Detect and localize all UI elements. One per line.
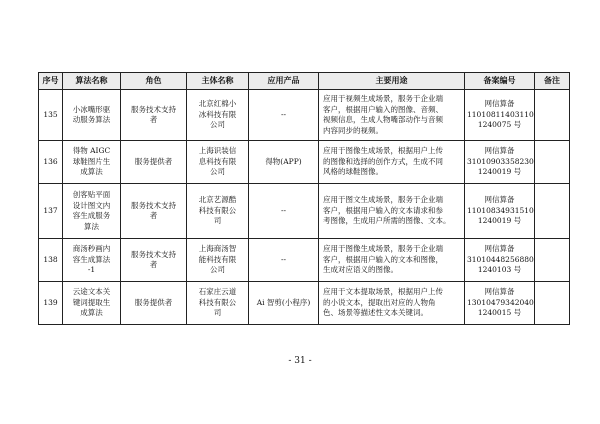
header-usage: 主要用途	[319, 73, 465, 90]
cell-usage-line: 应用于图像生成场景，根据用户上传	[323, 146, 443, 156]
cell-role-line: 者	[149, 115, 158, 124]
cell-product	[249, 282, 319, 325]
cell-entity-name	[187, 282, 249, 325]
cell-usage-line: 生成对应语义的图像。	[323, 265, 398, 275]
cell-algorithm-name-line: 容生成算法	[72, 254, 111, 264]
cell-usage-line: 应用于图像生成场景，服务于企业端	[323, 244, 443, 254]
cell-product-line: --	[280, 109, 287, 119]
cell-usage-line: 客户，根据用户输入的图像、音频、	[323, 104, 443, 114]
cell-entity-name-line: 上海商汤智	[198, 244, 237, 254]
header-index: 序号	[39, 73, 63, 90]
table-row	[39, 184, 570, 239]
cell-entity-name-line: 司	[213, 308, 222, 318]
cell-record-number	[465, 282, 535, 325]
cell-role-line: 服务技术支持	[131, 200, 176, 210]
header-role: 角色	[121, 73, 187, 90]
cell-role	[121, 239, 187, 282]
cell-entity-name-line: 能科技有限	[198, 254, 237, 264]
cell-algorithm-name-line: 键词提取生	[72, 297, 111, 307]
table-body	[39, 90, 570, 325]
cell-record-number-line: 31010903358230	[467, 156, 534, 166]
algorithm-registry-table	[38, 72, 570, 325]
cell-index: 135	[39, 90, 63, 141]
cell-product	[249, 184, 319, 239]
cell-algorithm-name	[63, 184, 121, 239]
cell-record-number-line: 1240019 号	[477, 216, 522, 226]
cell-product-line: --	[280, 205, 287, 215]
cell-record-number-line: 31010448256880	[467, 254, 534, 264]
cell-record-number-line: 网信算备	[484, 195, 515, 205]
table-row	[39, 239, 570, 282]
cell-usage	[319, 141, 465, 184]
cell-algorithm-name-line: -1	[87, 265, 96, 275]
cell-usage	[319, 184, 465, 239]
cell-entity-name-line: 北京红棉小	[198, 99, 237, 109]
cell-index: 138	[39, 239, 63, 282]
cell-usage-line: 视频信息，生成人物嘴部动作与音频	[323, 115, 443, 124]
cell-record-number-line: 11010811403110	[467, 109, 534, 119]
cell-note	[535, 282, 570, 325]
cell-role-line: 服务提供者	[134, 297, 173, 307]
cell-algorithm-name	[63, 90, 121, 141]
cell-entity-name-line: 科技有限公	[198, 297, 237, 307]
cell-algorithm-name-line: 创客贴平面	[72, 190, 111, 199]
header-algorithm-name: 算法名称	[63, 73, 121, 90]
cell-product	[249, 141, 319, 184]
cell-record-number	[465, 90, 535, 141]
cell-record-number-line: 13010479342040	[467, 297, 534, 307]
header-product: 应用产品	[249, 73, 319, 90]
cell-entity-name-line: 上海识装信	[198, 146, 237, 156]
cell-usage-line: 客户，根据用户输入的文本和图像，	[323, 254, 443, 264]
cell-usage-line: 风格的球鞋图像。	[323, 167, 383, 177]
cell-algorithm-name-line: 云途文本关	[72, 287, 111, 297]
cell-entity-name-line: 北京艺源酷	[198, 195, 237, 205]
cell-algorithm-name-line: 设计图文内	[72, 200, 111, 210]
header-record-number: 备案编号	[465, 73, 535, 90]
cell-usage	[319, 282, 465, 325]
table-row	[39, 90, 570, 141]
table-row	[39, 282, 570, 325]
cell-index: 139	[39, 282, 63, 325]
header-entity-name: 主体名称	[187, 73, 249, 90]
cell-role-line: 者	[149, 260, 158, 269]
cell-usage-line: 应用于视频生成场景，服务于企业端	[323, 94, 443, 103]
cell-role	[121, 282, 187, 325]
cell-usage-line: 的图像和选择的创作方式，生成不同	[323, 156, 443, 166]
cell-algorithm-name	[63, 239, 121, 282]
table-header-row	[39, 73, 570, 90]
page-number: - 31 -	[288, 356, 312, 366]
cell-usage-line: 考图像，生成用户所需的图像、文本。	[323, 216, 451, 226]
cell-entity-name-line: 科技有限公	[198, 205, 237, 215]
cell-product	[249, 239, 319, 282]
cell-algorithm-name-line: 得物 AIGC	[72, 146, 111, 156]
cell-entity-name-line: 司	[213, 216, 222, 226]
cell-entity-name	[187, 239, 249, 282]
cell-record-number-line: 1240075 号	[477, 120, 522, 130]
cell-record-number	[465, 141, 535, 184]
cell-record-number-line: 1240015 号	[477, 308, 522, 318]
cell-product-line: Ai 智剪(小程序)	[256, 297, 311, 307]
cell-algorithm-name	[63, 141, 121, 184]
cell-algorithm-name-line: 球鞋图片生	[72, 156, 111, 166]
cell-record-number-line: 网信算备	[484, 99, 515, 109]
cell-algorithm-name-line: 算法	[84, 221, 99, 231]
cell-product	[249, 90, 319, 141]
cell-role	[121, 90, 187, 141]
cell-record-number	[465, 184, 535, 239]
cell-usage-line: 应用于文本提取场景，根据用户上传	[323, 287, 443, 297]
cell-role	[121, 184, 187, 239]
cell-record-number	[465, 239, 535, 282]
cell-algorithm-name	[63, 282, 121, 325]
cell-note	[535, 239, 570, 282]
cell-entity-name	[187, 141, 249, 184]
cell-record-number-line: 网信算备	[484, 146, 515, 156]
cell-usage-line: 内容同步的视频。	[323, 125, 383, 135]
cell-usage	[319, 239, 465, 282]
cell-index: 137	[39, 184, 63, 239]
cell-note	[535, 141, 570, 184]
table-row	[39, 141, 570, 184]
cell-usage-line: 色、场景等描述性文本关键词。	[323, 308, 428, 318]
cell-entity-name-line: 公司	[210, 120, 225, 130]
cell-usage-line: 客户，根据用户输入的文本请求和参	[323, 205, 443, 215]
cell-index: 136	[39, 141, 63, 184]
cell-algorithm-name-line: 成算法	[80, 167, 103, 177]
cell-algorithm-name-line: 成算法	[80, 308, 103, 318]
cell-record-number-line: 11010834931510	[467, 205, 534, 215]
header-note: 备注	[535, 73, 570, 90]
cell-note	[535, 90, 570, 141]
cell-usage	[319, 90, 465, 141]
cell-product-line: 得物(APP)	[265, 156, 302, 166]
cell-record-number-line: 1240103 号	[477, 265, 522, 275]
cell-entity-name-line: 冰科技有限	[198, 109, 237, 119]
cell-entity-name-line: 石家庄云道	[198, 287, 237, 297]
cell-usage-line: 的小说文本，提取出对应的人物角	[323, 297, 436, 307]
cell-role-line: 服务技术支持	[131, 249, 176, 259]
cell-usage-line: 应用于图文生成场景，服务于企业端	[323, 195, 443, 205]
cell-entity-name-line: 息科技有限	[198, 156, 237, 166]
cell-algorithm-name-line: 容生成服务	[72, 211, 111, 220]
cell-role-line: 服务技术支持	[131, 104, 176, 114]
cell-entity-name	[187, 90, 249, 141]
cell-role-line: 者	[149, 211, 158, 220]
cell-record-number-line: 网信算备	[484, 244, 515, 254]
cell-entity-name-line: 公司	[210, 265, 225, 275]
cell-record-number-line: 网信算备	[484, 287, 515, 297]
cell-role	[121, 141, 187, 184]
cell-note	[535, 184, 570, 239]
cell-algorithm-name-line: 动服务算法	[72, 115, 111, 124]
cell-entity-name-line: 公司	[210, 167, 225, 177]
cell-algorithm-name-line: 商汤秒画内	[72, 244, 111, 254]
cell-product-line: --	[280, 254, 287, 264]
cell-entity-name	[187, 184, 249, 239]
cell-algorithm-name-line: 小冰嘴形驱	[72, 104, 111, 114]
cell-record-number-line: 1240019 号	[477, 167, 522, 177]
cell-role-line: 服务提供者	[134, 156, 173, 166]
